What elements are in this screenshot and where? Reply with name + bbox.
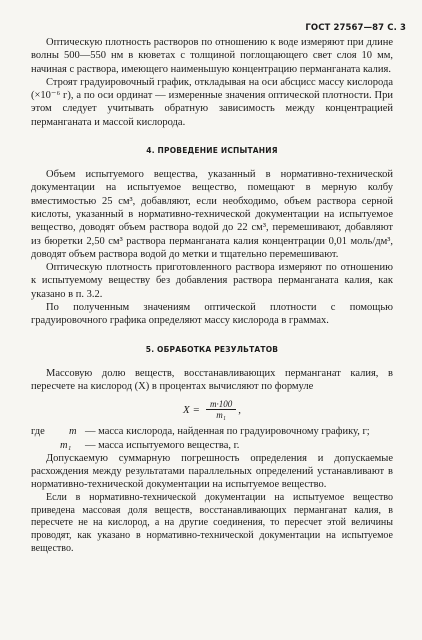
section-4-paragraph-3: По полученным значениям оптической плотности с помощью градуировочного графика определяют массу кислорода в граммах.: [31, 302, 393, 327]
where-symbol-m1: m₁: [60, 439, 72, 451]
formula: [31, 399, 393, 420]
section-5-heading: 5. ОБРАБОТКА РЕЗУЛЬТАТОВ: [145, 344, 279, 354]
section-5-intro: Массовую долю веществ, восстанавливающих перманганат калия, в пересчете на кислород (X) в процентах вычисляют по формуле: [31, 367, 393, 392]
intro-paragraph-1: Оптическую плотность растворов по отношению к воде измеряют при длине волны 500—550 нм в кюветах с толщиной поглощающего свет слоя 10 мм, начиная с раствора, имеющего наименьшую концентрацию перманганата калия.: [31, 37, 393, 75]
document-body: [31, 36, 393, 556]
formula-denominator: m₁: [216, 410, 226, 421]
where-definition-m: — масса кислорода, найденная по градуировочному графику, г;: [85, 426, 370, 438]
where-symbol-m: m: [69, 426, 77, 438]
page-header: ГОСТ 27567—87 С. 3: [305, 23, 406, 33]
section-4-heading: 4. ПРОВЕДЕНИЕ ИСПЫТАНИЯ: [146, 146, 278, 156]
formula-numerator: m·100: [206, 399, 236, 410]
section-5-paragraph-2: Если в нормативно-технической документации на испытуемое вещество приведена массовая доля веществ, восстанавливающих перманганат калия, в пересчете не на кислород, а на другие соединения, то пересчет этой величины проводят, как указано в нормативно-технической документации на испытуемое вещество.: [31, 491, 393, 554]
formula-tail: ,: [238, 403, 241, 416]
section-4-paragraph-1: Объем испытуемого вещества, указанный в нормативно-технической документации на испытуемое вещество, помещают в мерную колбу вместимостью 25 см³, добавляют, если необходимо, объем раствора серной кислоты, указанный в нормативно-технической документации на испытуемое вещество, доводят объем раствора водой до 22 см³, перемешивают, добавляют из бюретки 2,50 см³ раствора перманганата калия концентрации 0,01 моль/дм³, доводят объем раствора водой до метки и тщательно перемешивают.: [31, 169, 393, 260]
section-4-paragraph-2: Оптическую плотность приготовленного раствора измеряют по отношению к испытуемому веществу без добавления раствора перманганата калия, как указано в п. 3.2.: [31, 262, 393, 300]
where-line-2: [31, 439, 393, 452]
formula-lhs: X =: [183, 403, 200, 416]
where-definition-m1: — масса испытуемого вещества, г.: [85, 439, 240, 451]
intro-paragraph-2: Строят градуировочный график, откладывая на оси абсцисс массу кислорода (×10⁻⁶ г), а по оси ординат — измеренные значения оптической плотности. При этом следует учитывать обратную зависимость между концентрацией перманганата и массой кислорода.: [31, 76, 393, 128]
formula-fraction: [206, 399, 236, 420]
where-lead: где: [31, 426, 45, 438]
where-line-1: [31, 425, 393, 438]
section-5-paragraph-1: Допускаемую суммарную погрешность определения и допускаемые расхождения между результатами параллельных определений устанавливают в нормативно-технической документации на испытуемое вещество.: [31, 452, 393, 491]
